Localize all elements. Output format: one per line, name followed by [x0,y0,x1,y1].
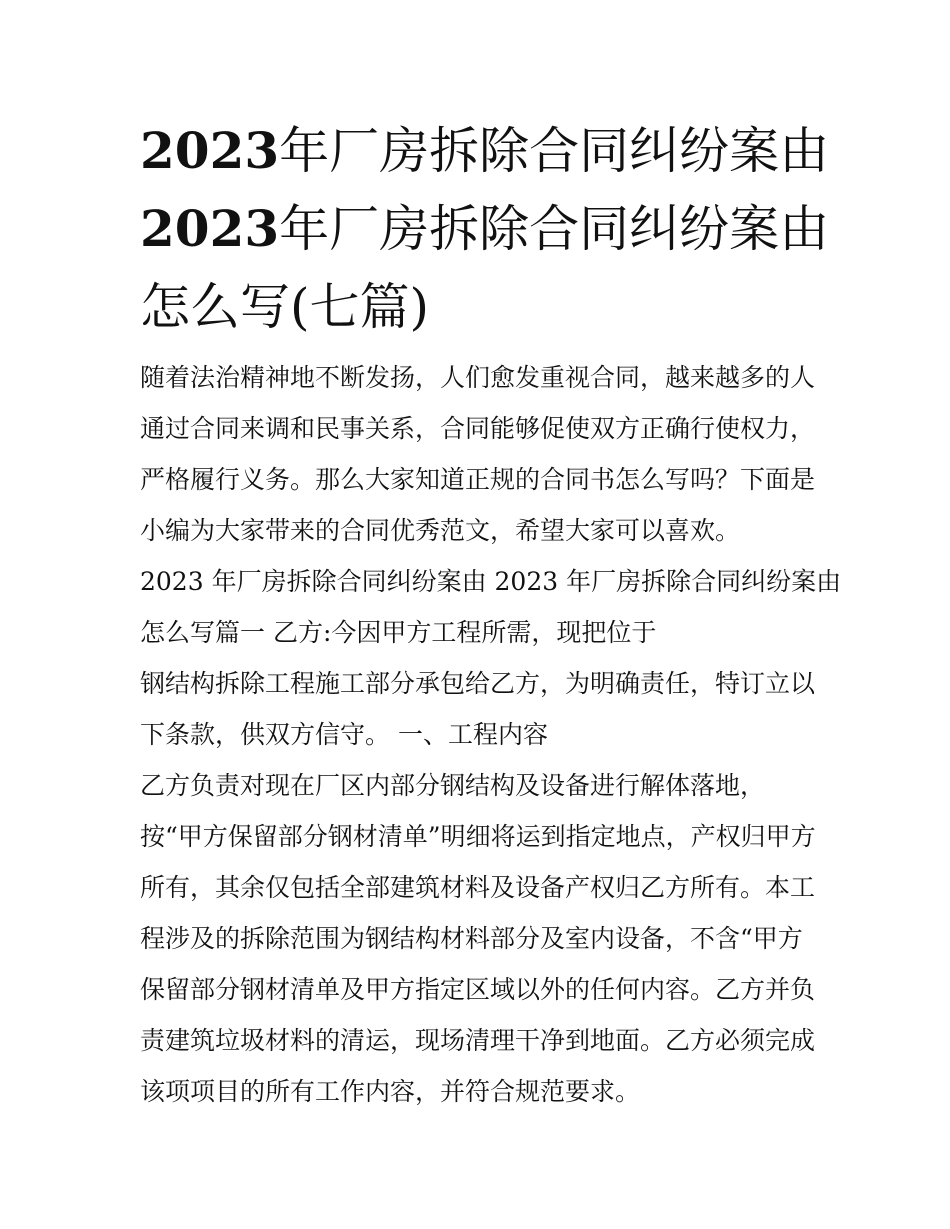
body-line: 随着法治精神地不断发扬，人们愈发重视合同，越来越多的人 [140,363,816,392]
body-line: 怎么写篇一 乙方:今因甲方工程所需，现把位于 [140,618,657,647]
body-line: 小编为大家带来的合同优秀范文，希望大家可以喜欢。 [140,516,741,545]
body-line: 程涉及的拆除范围为钢结构材料部分及室内设备，不含“甲方 [140,924,803,953]
document-page [140,112,842,1117]
body-line: 所有，其余仅包括全部建筑材料及设备产权归乙方所有。本工 [140,873,816,902]
body-line: 钢结构拆除工程施工部分承包给乙方，为明确责任，特订立以 [140,669,816,698]
body-line: 按“甲方保留部分钢材清单”明细将运到指定地点，产权归甲方 [140,822,816,851]
title-line [140,190,830,268]
body-line: 2023 年厂房拆除合同纠纷案由 2023 年厂房拆除合同纠纷案由 [140,567,842,596]
body-line: 该项项目的所有工作内容，并符合规范要求。 [140,1077,641,1106]
title-text: 怎么写(七篇) [140,278,430,336]
title-line [140,268,830,346]
title-year: 2023 [140,199,280,258]
body-line: 严格履行义务。那么大家知道正规的合同书怎么写吗？下面是 [140,465,816,494]
document-body [140,352,842,1117]
body-line: 通过合同来调和民事关系，合同能够促使双方正确行使权力， [140,414,816,443]
body-line: 责建筑垃圾材料的清运，现场清理干净到地面。乙方必须完成 [140,1026,816,1055]
title-year: 2023 [140,121,280,180]
body-line: 保留部分钢材清单及甲方指定区域以外的任何内容。乙方并负 [140,975,816,1004]
document-title [140,112,830,346]
title-text: 年厂房拆除合同纠纷案由 [279,200,830,258]
body-line: 乙方负责对现在厂区内部分钢结构及设备进行解体落地， [140,771,766,800]
body-line: 下条款，供双方信守。 一、工程内容 [140,720,548,749]
title-line [140,112,830,190]
title-text: 年厂房拆除合同纠纷案由 [279,122,830,180]
